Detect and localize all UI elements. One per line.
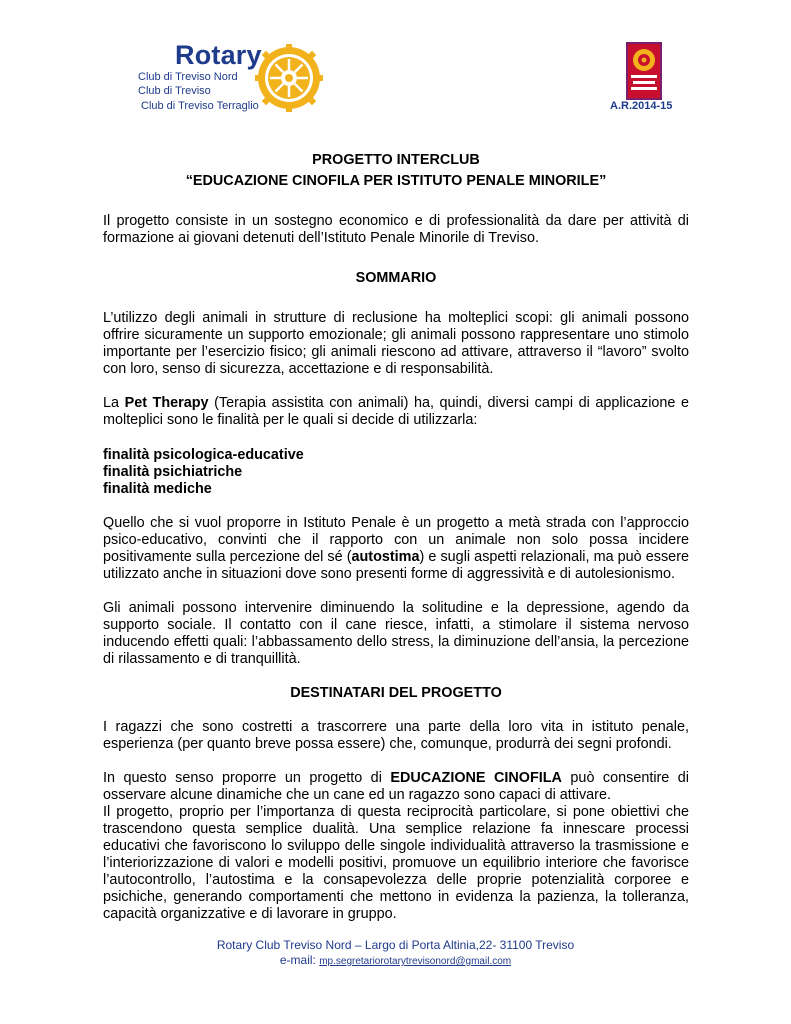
text-run: In questo senso proporre un progetto di <box>103 770 391 786</box>
sommario-paragraph-2 <box>103 395 689 429</box>
text-run: Quello che si vuol proporre in Istituto Penale è un progetto a metà strada con l’approccio psico-educativo, convinti che il rapporto con un animale non solo possa incidere positivamente sulla percezione del sé ( <box>103 515 689 565</box>
rotary-logo-wordmark: Rotary <box>175 40 262 70</box>
footer-address: Rotary Club Treviso Nord – Largo di Porta Altinia,22- 31100 Treviso <box>216 938 575 952</box>
finalita-item: finalità psicologica-educative <box>103 447 304 463</box>
light-up-rotary-badge-icon <box>626 42 662 100</box>
autostima-term: autostima <box>351 549 420 565</box>
destinatari-paragraph-1: I ragazzi che sono costretti a trascorrere una parte della loro vita in istituto penale, esperienza (per quanto breve possa essere) che, comunque, produrrà dei segni profondi. <box>103 719 689 752</box>
email-label: e-mail: <box>279 953 320 967</box>
destinatari-paragraph-2 <box>103 770 689 804</box>
rotary-wheel-logo-icon <box>254 43 324 113</box>
sommario-paragraph-1: L’utilizzo degli animali in strutture di reclusione ha molteplici scopi: gli animali possono offrire sicuramente un supporto emozionale; gli animali possono rappresentare uno stimolo importante per l’esercizio fisico; gli animali riescono ad attivare, attraverso il “lavoro” svolto con loro, senso di sicurezza, accettazione e di responsabilità. <box>103 310 689 377</box>
section-heading-destinatari: DESTINATARI DEL PROGETTO <box>290 685 502 701</box>
page-footer <box>0 938 791 969</box>
text-run: ) e sugli aspetti relazionali, ma può essere utilizzato anche in situazioni dove sono presenti forme di aggressività e di autolesionismo. <box>103 549 689 582</box>
club-name-treviso-nord: Club di Treviso Nord <box>138 71 238 83</box>
text-run: La <box>103 395 125 411</box>
pet-therapy-term: Pet Therapy <box>124 395 209 411</box>
footer-email-line <box>0 953 791 969</box>
destinatari-paragraph-3: Il progetto, proprio per l’importanza di questa reciprocità particolare, si pone obiettivi che trascendono questa semplice dualità. Una semplice relazione fa innescare processi educativi che favoriscono lo sviluppo delle singole individualità attraverso la trasmissione e l’interiorizzazione di valori e modelli positivi, promuove un equilibrio interiore che favorisce l’autocontrollo, l’autostima e la consapevolezza delle proprie potenzialità corporee e psichiche, generando comportamenti che mettono in evidenza la pazienza, la tolleranza, capacità organizzative e di lavorare in gruppo. <box>103 804 689 922</box>
section-heading-sommario: SOMMARIO <box>355 270 437 286</box>
text-run: (Terapia assistita con animali) ha, quindi, diversi campi di applicazione e molteplici sono le finalità per le quali si decide di utilizzarla: <box>103 395 689 428</box>
educazione-cinofila-term: EDUCAZIONE CINOFILA <box>390 770 562 786</box>
club-name-treviso: Club di Treviso <box>138 85 211 97</box>
intro-paragraph: Il progetto consiste in un sostegno economico e di professionalità da dare per attività di formazione ai giovani detenuti dell’Istituto Penale Minorile di Treviso. <box>103 213 689 246</box>
finalita-item: finalità psichiatriche <box>103 464 243 480</box>
finalita-item: finalità mediche <box>103 481 212 497</box>
rotary-year: A.R.2014-15 <box>610 100 673 112</box>
project-title-line2: “EDUCAZIONE CINOFILA PER ISTITUTO PENALE MINORILE” <box>185 173 607 189</box>
email-link[interactable]: mp.segretariorotarytrevisonord@gmail.com <box>319 956 512 967</box>
sommario-paragraph-4: Gli animali possono intervenire diminuendo la solitudine e la depressione, agendo da supporto sociale. Il contatto con il cane riesce, infatti, a stimolare il sistema nervoso inducendo effetti quali: l’abbassamento dello stress, la diminuzione dell’ansia, la percezione di rilassamento e di tranquillità. <box>103 600 689 667</box>
document-body <box>103 152 689 923</box>
letterhead <box>0 0 791 130</box>
finalita-list <box>103 447 689 498</box>
sommario-paragraph-3 <box>103 515 689 583</box>
club-name-treviso-terraglio: Club di Treviso Terraglio <box>141 100 259 112</box>
text-run: può consentire di osservare alcune dinamiche che un cane ed un ragazzo sono capaci di attivare. <box>103 770 689 803</box>
project-title-line1: PROGETTO INTERCLUB <box>312 152 480 168</box>
